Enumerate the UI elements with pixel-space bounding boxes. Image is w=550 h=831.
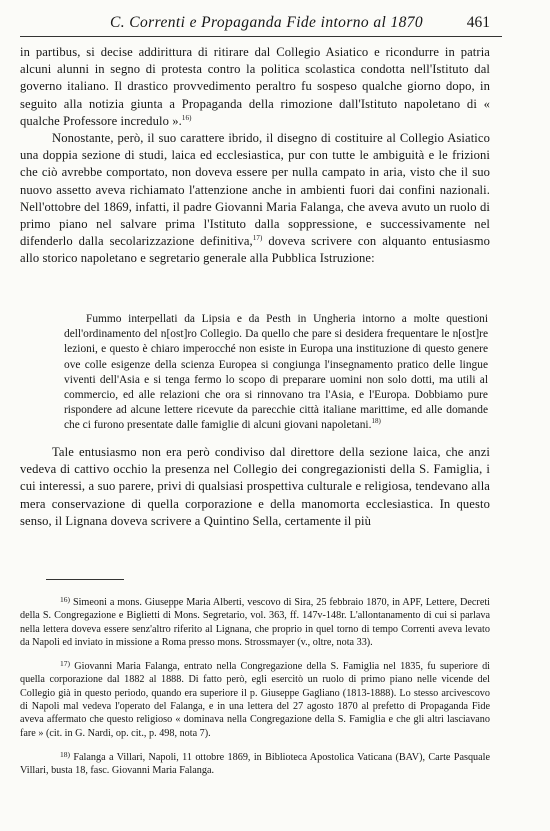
paragraph-2-tail: doveva scrivere con alquanto entusiasmo allo storico napoletano e segretario generale alla Pubblica Istruzione: bbox=[20, 234, 490, 266]
running-header bbox=[0, 14, 550, 38]
footnote-17 bbox=[20, 657, 490, 740]
footnote-ref-17: 17) bbox=[252, 234, 263, 243]
header-title: C. Correnti e Propaganda Fide intorno al 1870 bbox=[110, 14, 424, 31]
footnote-number: 17) bbox=[60, 659, 70, 669]
footnote-text: Giovanni Maria Falanga, entrato nella Congregazione della S. Famiglia nel 1835, fu superiore di quella corporazione dal 1882 al 1888. Di fatto però, egli esercitò un ruolo di primo piano nelle vicende del Collegio già in questo periodo, quando era superiore il p. Giuseppe Gagliano (1813-1888). Lo stesso arcivescovo di Napoli mal vedeva l'operato del Falanga, e in una lettera del 27 agosto 1870 al prefetto di Propaganda Fide aveva affermato che questo religioso « dominava nella Congregazione della S. Famiglia e che gli altri lasciavano fare » (cit. in G. Nardi, op. cit., p. 498, nota 7). bbox=[20, 661, 491, 739]
page-number: 461 bbox=[466, 14, 490, 31]
paragraph-1-text: in partibus, si decise addirittura di ritirare dal Collegio Asiatico e ricondurre in patria alcuni alunni in segno di protesta contro la politica scolastica condotta nell'Istituto dal governo italiano. Il drastico provvedimento peraltro fu sospeso qualche giorno dopo, in seguito alla notizia giunta a Propaganda della rimozione dall'Istituto napoletano di « qualche Professore incredulo ». bbox=[20, 45, 490, 128]
quote-paragraph bbox=[64, 312, 488, 434]
footnote-separator bbox=[46, 579, 124, 580]
footnote-text: Simeoni a mons. Giuseppe Maria Alberti, vescovo di Sira, 25 febbraio 1870, in APF, Lettere, Decreti della S. Congregazione e Biglietti di Mons. Segretario, vol. 363, ff. 147v-148r. L'allontanamento di cui si parlava nella lettera doveva essere senz'altro riferito al Lignana, che proprio in quel torno di tempo Correnti aveva levato da Napoli ed inviato in missione a Roma presso mons. Strossmayer (v., oltre, nota 33). bbox=[20, 597, 490, 648]
main-text-block bbox=[20, 44, 490, 268]
paragraph-3: Tale entusiasmo non era però condiviso dal direttore della sezione laica, che anzi vedeva di cattivo occhio la presenza nel Collegio dei congregazionisti della S. Famiglia, i cui interessi, a suo parere, privi di qualsiasi prospettiva culturale e religiosa, tendevano alla mera conservazione di quella corporazione e della manomorta ecclesiastica. In questo senso, il Lignana doveva scrivere a Quintino Sella, certamente il più bbox=[20, 445, 490, 528]
footnote-text: Falanga a Villari, Napoli, 11 ottobre 1869, in Biblioteca Apostolica Vaticana (BAV), Carte Pasquale Villari, busta 18, fasc. Giovanni Maria Falanga. bbox=[20, 751, 491, 777]
header-rule bbox=[20, 36, 502, 37]
footnote-ref-18: 18) bbox=[371, 417, 381, 426]
quote-text: Fummo interpellati da Lipsia e da Pesth in Ungheria intorno a molte questioni dell'ordinamento del n[ost]ro Collegio. Da quello che pare si desidera frequentare le n[ost]re lezioni, e questo è chiaro imperocché non esiste in Europa una instituzione di questo genere ove colle esigenze della scienza Europea si congiunga l'insegnamento pratico delle lingue viventi dell'Asia e si tenga fermo lo scopo di preparare uomini non solo dotti, ma utili al commercio, ed alle relazioni che ora si rinnovano tra l'Asia, e l'Europa. Dobbiamo pure rispondere ad alcune lettere ricevute da parecchie città italiane marittime, ed alle domande che ci furono presentate dalle famiglie di alcuni giovani napoletani. bbox=[64, 313, 488, 432]
paragraph-2-text: Nonostante, però, il suo carattere ibrido, il disegno di costituire al Collegio Asiatico una doppia sezione di studi, laica ed ecclesiastica, pur con tutte le ambiguità e le frizioni che ciò avrebbe comportato, non doveva essere per nulla campato in aria, visto che il suo nuovo assetto aveva richiamato l'attenzione anche in ambienti fuori dai confini nazionali. Nell'ottobre del 1869, infatti, il padre Giovanni Maria Falanga, che aveva avuto un ruolo di primo piano nel salvare prima l'Istituto dalla soppressione, e successivamente nel difenderlo dalla secolarizzazione definitiva, bbox=[20, 131, 490, 249]
paragraph-2 bbox=[20, 130, 490, 268]
footnote-ref-16: 16) bbox=[181, 113, 192, 122]
footnote-number: 18) bbox=[60, 749, 70, 759]
paragraph-1 bbox=[20, 44, 490, 130]
footnote-number: 16) bbox=[60, 595, 70, 604]
footnotes bbox=[20, 593, 490, 786]
continuation-text-block bbox=[20, 444, 490, 530]
footnote-16 bbox=[20, 593, 490, 649]
footnote-18 bbox=[20, 748, 490, 778]
block-quote bbox=[64, 312, 488, 434]
